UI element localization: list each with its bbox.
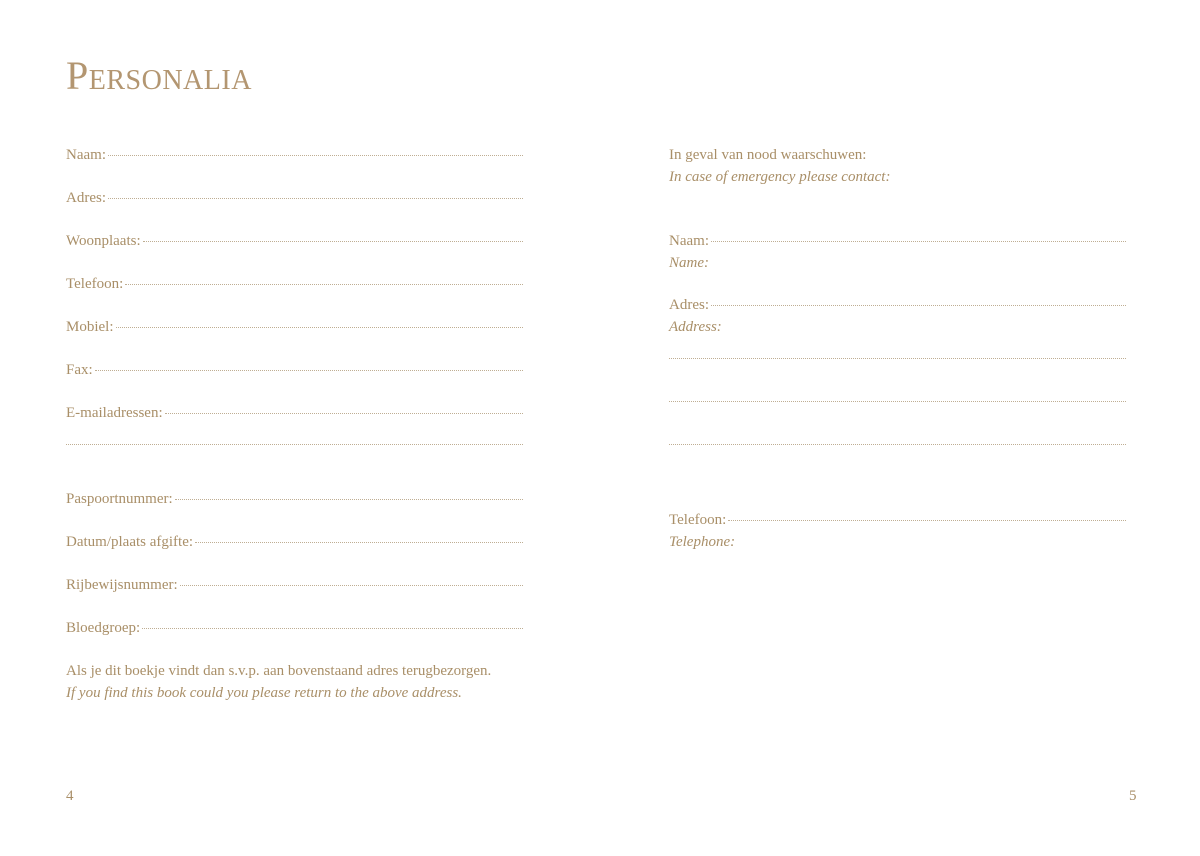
emergency-phone-label: Telefoon:	[669, 512, 727, 528]
name-field[interactable]	[66, 146, 523, 164]
phone-field[interactable]	[66, 275, 523, 293]
fax-field[interactable]	[66, 361, 523, 379]
address-blank-line-3[interactable]	[669, 444, 1126, 445]
email-extra-line[interactable]	[66, 444, 523, 445]
residence-label: Woonplaats:	[66, 233, 141, 249]
name-line[interactable]	[108, 155, 523, 156]
blood-group-label: Bloedgroep:	[66, 620, 141, 636]
passport-label: Paspoortnummer:	[66, 491, 173, 507]
emergency-name-label: Naam:	[669, 233, 709, 249]
emergency-heading-nl: In geval van nood waarschuwen:	[669, 147, 867, 163]
emergency-phone-en: Telephone:	[669, 534, 736, 550]
emergency-name-line[interactable]	[711, 241, 1126, 242]
emergency-name-field[interactable]	[669, 232, 1126, 250]
return-note-nl: Als je dit boekje vindt dan s.v.p. aan bovenstaand adres terugbezorgen.	[66, 663, 492, 679]
address-blank-line-1[interactable]	[669, 358, 1126, 359]
fax-label: Fax:	[66, 362, 93, 378]
emergency-address-line-3[interactable]	[669, 404, 1126, 405]
phone-label: Telefoon:	[66, 276, 124, 292]
emergency-name-en: Name:	[669, 255, 709, 271]
mobile-field[interactable]	[66, 318, 523, 336]
license-line[interactable]	[180, 585, 523, 586]
email-line[interactable]	[165, 413, 523, 414]
email-extra-field[interactable]	[66, 447, 523, 448]
mobile-line[interactable]	[116, 327, 524, 328]
address-label: Adres:	[66, 190, 106, 206]
residence-line[interactable]	[143, 241, 523, 242]
license-label: Rijbewijsnummer:	[66, 577, 178, 593]
passport-field[interactable]	[66, 490, 523, 508]
passport-line[interactable]	[175, 499, 523, 500]
name-label: Naam:	[66, 147, 106, 163]
email-label: E-mailadressen:	[66, 405, 163, 421]
emergency-heading-en: In case of emergency please contact:	[669, 169, 891, 185]
right-page	[600, 0, 1200, 856]
emergency-address-field[interactable]	[669, 296, 1126, 314]
page-number-right: 5	[1129, 788, 1137, 804]
residence-field[interactable]	[66, 232, 523, 250]
issue-date-place-label: Datum/plaats afgifte:	[66, 534, 194, 550]
emergency-address-label: Adres:	[669, 297, 709, 313]
emergency-phone-field[interactable]	[669, 511, 1126, 529]
address-line[interactable]	[108, 198, 523, 199]
mobile-label: Mobiel:	[66, 319, 114, 335]
issue-date-place-field[interactable]	[66, 533, 523, 551]
emergency-address-line[interactable]	[711, 305, 1126, 306]
phone-line[interactable]	[125, 284, 523, 285]
blood-group-line[interactable]	[142, 628, 523, 629]
email-field[interactable]	[66, 404, 523, 422]
page-number-left: 4	[66, 788, 74, 804]
emergency-address-line-4[interactable]	[669, 447, 1126, 448]
emergency-phone-line[interactable]	[728, 520, 1126, 521]
license-field[interactable]	[66, 576, 523, 594]
page-title: Personalia	[66, 53, 252, 98]
issue-date-place-line[interactable]	[195, 542, 523, 543]
fax-line[interactable]	[95, 370, 523, 371]
emergency-address-line-2[interactable]	[669, 361, 1126, 362]
blood-group-field[interactable]	[66, 619, 523, 637]
address-field[interactable]	[66, 189, 523, 207]
return-note-en: If you find this book could you please return to the above address.	[66, 685, 462, 701]
emergency-address-en: Address:	[669, 319, 722, 335]
address-blank-line-2[interactable]	[669, 401, 1126, 402]
